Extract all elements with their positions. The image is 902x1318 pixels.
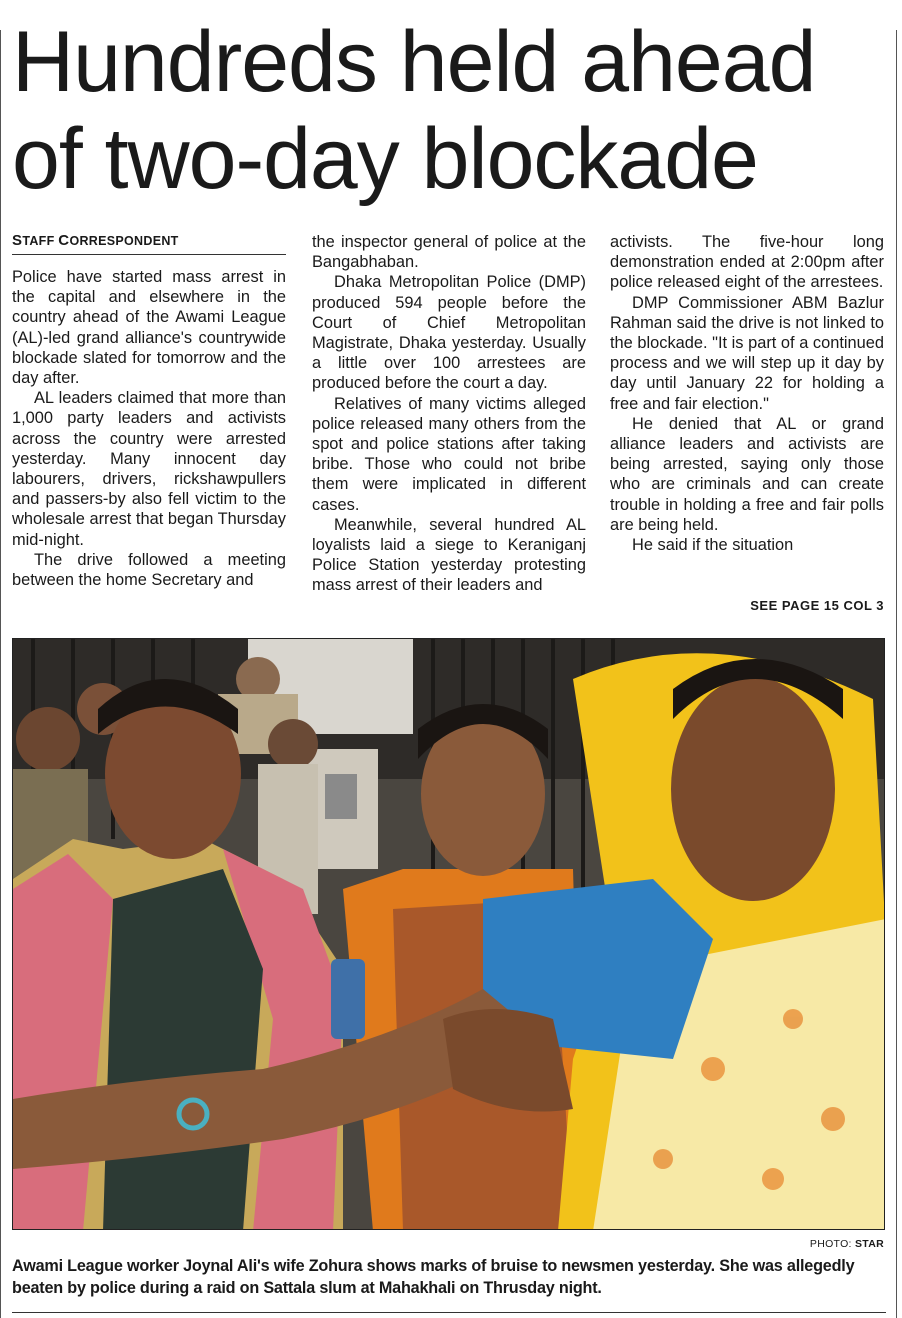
- left-column-rule: [0, 30, 1, 1318]
- byline: STAFF CORRESPONDENT: [12, 232, 286, 255]
- paragraph: Dhaka Metropolitan Police (DMP) produced 594 people before the Court of Chief Metropolitan Magistrate, Dhaka yesterday. Usually a little over 100 arrestees are produced before the court a day.: [312, 273, 586, 393]
- photo-illustration: [13, 639, 885, 1230]
- paragraph: He said if the situation: [632, 536, 794, 555]
- column-3: [610, 232, 884, 555]
- paragraph: the inspector general of police at the Bangabhaban.: [312, 233, 586, 272]
- photo-credit: PHOTO: STAR: [809, 1238, 884, 1250]
- right-column-rule: [896, 30, 897, 1318]
- paragraph: activists. The five-hour long demonstration ended at 2:00pm after police released eight of the arrestees.: [610, 233, 884, 292]
- paragraph: He denied that AL or grand alliance leaders and activists are being arrested, saying only those who are criminals and can create trouble in holding a free and fair polls are being held.: [610, 414, 884, 534]
- column-2: [312, 232, 586, 596]
- paragraph: Meanwhile, several hundred AL loyalists laid a siege to Keraniganj Police Station yesterday protesting mass arrest of their leaders and: [312, 515, 586, 595]
- paragraph: The drive followed a meeting between the home Secretary and: [12, 550, 286, 590]
- column-1: [12, 232, 286, 590]
- paragraph: DMP Commissioner ABM Bazlur Rahman said the drive is not linked to the blockade. "It is part of a continued process and we will step up it day by day until January 22 for holding a free and fair election.": [610, 293, 884, 413]
- paragraph: Police have started mass arrest in the capital and elsewhere in the country ahead of the Awami League (AL)-led grand alliance's countrywide blockade slated for tomorrow and the day after.: [12, 268, 286, 388]
- bottom-rule: [12, 1312, 886, 1313]
- news-photo: [12, 638, 885, 1230]
- continued-on-page-jump: SEE PAGE 15 COL 3: [750, 598, 884, 613]
- paragraph: AL leaders claimed that more than 1,000 party leaders and activists across the country were arrested yesterday. Many innocent day labourers, drivers, rickshawpullers and passers-by also fell victim to the wholesale arrest that began Thursday mid-night.: [12, 389, 286, 549]
- paragraph: Relatives of many victims alleged police released many others from the spot and police stations after taking bribe. Those who could not bribe them were implicated in different cases.: [312, 394, 586, 514]
- photo-caption: Awami League worker Joynal Ali's wife Zohura shows marks of bruise to newsmen yesterday. She was allegedly beaten by police during a raid on Sattala slum at Mahakhali on Thrusday night.: [12, 1257, 855, 1297]
- headline: Hundreds held ahead of two-day blockade: [12, 14, 816, 207]
